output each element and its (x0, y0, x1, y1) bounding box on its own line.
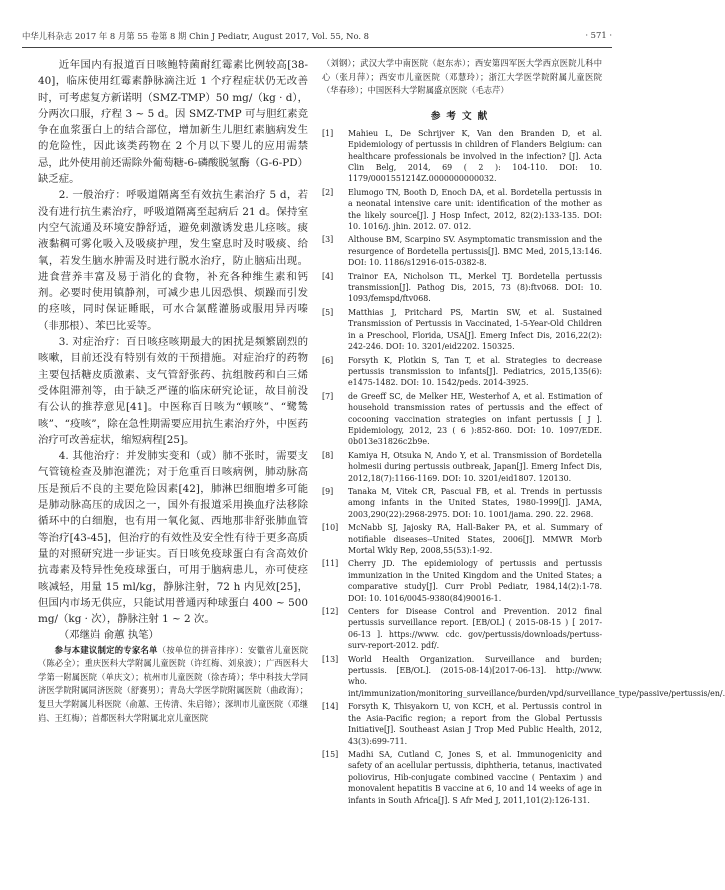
reference-text: Mahieu L, De Schrijver K, Van den Branden D, et al. Epidemiology of pertussis in children of Flanders Belgium: can healthcare professionals be involved in the infection? [J]. Acta Clin Belg, 2014, 69 ( 2 ): 104-110. DOI: 10. 1179/0001551214Z.0000000000032. (348, 128, 602, 184)
running-header (22, 30, 612, 46)
body-paragraph: 近年国内有报道百日咳鲍特菌耐红霉素比例较高[38-40]，临床使用红霉素静脉滴注近 1 个疗程症状仍无改善时，可考虑复方新诺明（SMZ-TMP）50 mg/（kg · d），分两次口服，疗程 3 ~ 5 d。因 SMZ-TMP 可与胆红素竞争在血浆蛋白上的结合部位，增加新生儿胆红素脑病发生的危险性，因此该类药物在 2 个月以下婴儿的应用需禁忌，此外使用前还需除外葡萄糖-6-磷酸脱氢酶（G-6-PD）缺乏症。 (38, 59, 308, 186)
reference-number: [10] (322, 523, 339, 533)
reference-item (322, 654, 725, 700)
reference-item (322, 355, 602, 389)
contributors-continued: （刘钢）；武汉大学中南医院（赵东赤）；西安第四军医大学西京医院儿科中心（张月萍）；西安市儿童医院（邓慧玲）；浙江大学医学院附属儿童医院（华春珍）；中国医科大学附属盛京医院（毛志芹） (322, 58, 602, 96)
contributors-text: （按单位的拼音排序）：安徽省儿童医院（陈必全）；重庆医科大学附属儿童医院（许红梅、刘泉波）；广西医科大学第一附属医院（单庆文）；杭州市儿童医院（徐杏琦）；华中科技大学同济医学院附属同济医院（舒赛男）；青岛大学医学院附属医院（曲政海）；复旦大学附属儿科医院（俞蕙、王传清、朱启镕）；深圳市儿童医院（邓继岿、王红梅）；首都医科大学附属北京儿童医院 (38, 644, 308, 723)
reference-text: Trainor EA, Nicholson TL, Merkel TJ. Bordetella pertussis transmission[J]. Pathog Dis, 2015, 73 (8):ftv068. DOI: 10. 1093/femspd/ftv068. (348, 271, 602, 304)
reference-item (322, 450, 602, 484)
page-number: · 571 · (585, 30, 612, 40)
reference-text: Matthias J, Pritchard PS, Martin SW, et al. Sustained Transmission of Pertussis in Vaccinated, 1-5-Year-Old Children in a Preschool, Florida, USA[J]. Emerg Infect Dis, 2016,22(2): 242-246. DOI: 10. 3201/eid2202. 150325. (348, 307, 602, 352)
body-paragraph: 4. 其他治疗：并发肺实变和（或）肺不张时，需要支气管镜检查及肺泡灌洗；对于危重百日咳病例，肺动脉高压是预后不良的主要危险因素[42]，肺淋巴细胞增多可能是肺动脉高压的成因之一，国外有报道采用换血疗法移除循环中的白细胞，也有用一氧化氮、西地那非舒张肺血管等治疗[43-45]，但治疗的有效性及安全性有待于更多高质量的对照研究进一步证实。百日咳免疫球蛋白有含高效价抗毒素及特异性免疫球蛋白，可用于脑病患儿，亦可使痉咳减轻，用量 15 ml/kg，静脉注射，72 h 内见效[25]，但国内市场无供应，只能试用普通丙种球蛋白 400 ~ 500 mg/（kg · 次），静脉注射 1 ~ 2 次。 (38, 450, 308, 626)
reference-item (322, 234, 602, 268)
reference-number: [3] (322, 235, 334, 245)
reference-list (322, 128, 725, 806)
contributors-list (38, 644, 308, 726)
reference-item (322, 606, 602, 652)
reference-number: [7] (322, 391, 334, 401)
reference-number: [9] (322, 486, 334, 496)
reference-text: Forsyth K, Thisyakorn U, von KCH, et al. Pertussis control in the Asia-Pacific region; a report from the Global Pertussis Initiative[J]. Southeast Asian J Trop Med Public Health, 2012, 43(3):699-711. (348, 702, 602, 746)
reference-text: de Greeff SC, de Melker HE, Westerhof A, et al. Estimation of household transmission rates of pertussis and the effect of cocooning vaccination strategies on infant pertussis [ J ]. Epidemiology, 2012, 23 ( 6 ):852-860. DOI: 10. 1097/EDE. 0b013e31826c2b9e. (348, 391, 602, 447)
reference-text: World Health Organization. Surveillance and burden; pertussis. [EB/OL]. (2015-08-14)[2017-06-13]. http://www. who. int/immunization/monitoring_surveillance/burden/vpd/surveillance_type/passive/pertussis/en/. (348, 654, 725, 698)
contributors-label: 参与本建议制定的专家名单 (54, 644, 158, 655)
reference-number: [6] (322, 355, 334, 365)
reference-item (322, 486, 602, 520)
reference-number: [2] (322, 187, 334, 197)
reference-text: Tanaka M, Vitek CR, Pascual FB, et al. Trends in pertussis among infants in the United States, 1980-1999[J]. JAMA, 2003,290(22):2968-2975. DOI: 10. 1001/jama. 290. 22. 2968. (348, 486, 602, 519)
reference-item (322, 391, 602, 448)
reference-text: Centers for Disease Control and Prevention. 2012 final pertussis surveillance report. [EB/OL] ( 2015-08-15 ) [ 2017-06-13 ]. https://www. cdc. gov/pertussis/downloads/pertuss-surv-report-2012. pdf/. (348, 607, 602, 651)
reference-item (322, 187, 602, 233)
reference-text: Madhi SA, Cutland C, Jones S, et al. Immunogenicity and safety of an acellular pertussis, diphtheria, tetanus, inactivated poliovirus, Hib-conjugate combined vaccine ( Pentaxim ) and monovalent hepatitis B vaccine at 6, 10 and 14 weeks of age in infants in South Africa[J]. S Afr Med J, 2011,101(2):126-131. (348, 749, 602, 805)
reference-number: [5] (322, 307, 334, 317)
reference-item (322, 522, 602, 556)
right-column (322, 57, 725, 808)
reference-number: [13] (322, 654, 339, 664)
reference-item (322, 128, 602, 185)
header-rule (22, 47, 612, 48)
reference-item (322, 701, 602, 747)
reference-text: Forsyth K, Plotkin S, Tan T, et al. Strategies to decrease pertussis transmission to infants[J]. Pediatrics, 2015,135(6): e1475-1482. DOI: 10. 1542/peds. 2014-3925. (348, 355, 602, 388)
reference-number: [14] (322, 702, 339, 712)
reference-number: [15] (322, 749, 339, 759)
reference-text: Kamiya H, Otsuka N, Ando Y, et al. Transmission of Bordetella holmesii during pertussis outbreak, Japan[J]. Emerg Infect Dis, 2012,18(7):1166-1169. DOI: 10. 3201/eid1807. 120130. (348, 450, 602, 483)
journal-citation-line: 中华儿科杂志 2017 年 8 月第 55 卷第 8 期 Chin J Pediatr, August 2017, Vol. 55, No. 8 (22, 31, 370, 41)
reference-item (322, 271, 602, 305)
reference-text: Althouse BM, Scarpino SV. Asymptomatic transmission and the resurgence of Bordetella pertussis[J]. BMC Med, 2015,13:146. DOI: 10. 1186/s12916-015-0382-8. (348, 235, 602, 268)
body-paragraph: 2. 一般治疗：呼吸道隔离至有效抗生素治疗 5 d，若没有进行抗生素治疗，呼吸道隔离至起病后 21 d。保持室内空气流通及环境安静舒适，避免刺激诱发患儿痉咳。痰液黏稠可雾化吸入及吸痰护理，发生窒息时及时吸痰、给氧，若发生脑水肿需及时进行脱水治疗，防止脑疝出现。进食营养丰富及易于消化的食物，补充各种维生素和钙剂。必要时使用镇静剂，可减少患儿因恐惧、烦躁而引发的痉咳，同时保证睡眠，可水合氯醛灌肠或服用异丙嗪（非那根）、苯巴比妥等。 (38, 189, 308, 332)
reference-number: [4] (322, 271, 334, 281)
body-paragraph: 3. 对症治疗：百日咳痉咳期最大的困扰是频繁剧烈的咳嗽，目前还没有特别有效的干预措施。对症治疗的药物主要包括糖皮质激素、支气管舒张药、抗组胺药和白三烯受体阻滞剂等，由于缺乏严谨的临床研究论证，故目前没有公认的推荐意见[41]。中医称百日咳为“顿咳”、“鹭鸶咳”、“疫咳”，除在急性期需要应用抗生素治疗外，中医药治疗可改善症状，缩短病程[25]。 (38, 336, 308, 446)
reference-number: [11] (322, 559, 339, 569)
reference-text: Elumogo TN, Booth D, Enoch DA, et al. Bordetella pertussis in a neonatal intensive care unit: identification of the mother as the likely source[J]. J Hosp Infect, 2012, 82(2):133-135. DOI: 10. 1016/j. jhin. 2012. 07. 012. (348, 187, 602, 232)
reference-text: Cherry JD. The epidemiology of pertussis and pertussis immunization in the United Kingdom and the United States; a comparative study[J]. Curr Probl Pediatr, 1984,14(2):1-78. DOI: 10. 1016/0045-9380(84)90016-1. (348, 559, 602, 603)
reference-number: [1] (322, 128, 334, 138)
reference-item (322, 558, 602, 604)
reference-item (322, 749, 602, 806)
reference-text: McNabb SJ, Jajosky RA, Hall-Baker PA, et al. Summary of notifiable diseases--United States, 2006[J]. MMWR Morb Mortal Wkly Rep, 2008,55(53):1-92. (348, 523, 602, 555)
references-heading: 参考文献 (430, 110, 494, 122)
reference-number: [8] (322, 450, 334, 460)
reference-number: [12] (322, 607, 339, 617)
left-column (38, 57, 308, 725)
reference-item (322, 307, 602, 353)
author-signature: （邓继岿 俞蕙 执笔） (58, 629, 159, 642)
